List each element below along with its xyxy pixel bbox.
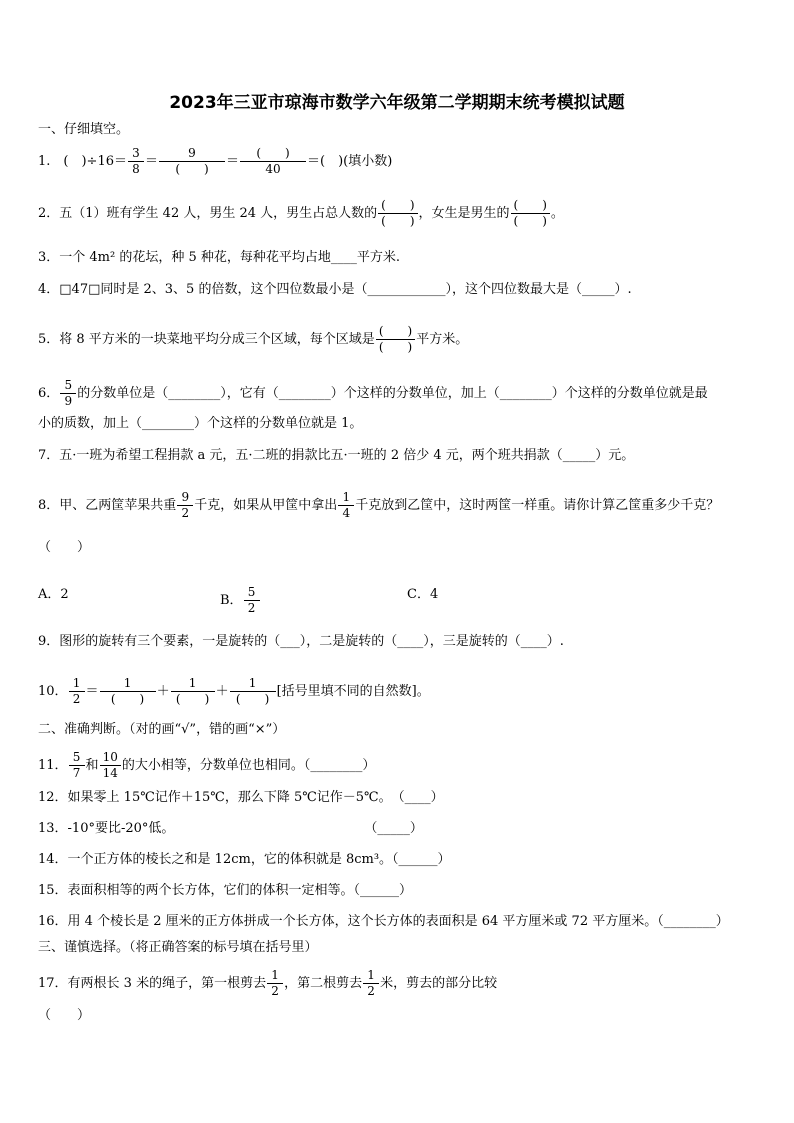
q8-answer-paren: （ ） [38,540,91,555]
q13-answer: （_____） [364,821,423,836]
question-13: 13．-10°要比-20°低。 （_____） [38,821,423,836]
q8-fraction-2: $\frac{1}{4}$ [338,490,354,521]
section-2-heading: 二、准确判断。（对的画“√”，错的画“×”） [38,722,286,737]
question-5: 5．将 8 平方米的一块菜地平均分成三个区域，每个区域是 $\frac{( )}{( )}$ 平方米。 [38,324,469,354]
page-title: 2023年三亚市琼海市数学六年级第二学期期末统考模拟试题 [169,93,625,113]
q11-fraction-1: $\frac{5}{7}$ [69,750,85,781]
question-6: 6． $\frac{5}{9}$ 的分数单位是（________），它有（________）个这样的分数单位，加上（________）个这样的分数单位就是最 [38,378,708,408]
question-8: 8．甲、乙两筐苹果共重 $\frac{9}{2}$ 千克，如果从甲筐中拿出 $\frac{1}{4}$ 千克放到乙筐中，这时两筐一样重。请你计算乙筐重多少千克？ [38,490,720,520]
q2-fraction-1: $\frac{( )}{( )}$ [378,198,417,229]
question-14: 14．一个正方体的棱长之和是 12cm，它的体积就是 8cm³。（______） [38,852,451,867]
q1-fraction-2: $\frac{9}{( )}$ [159,146,225,177]
question-7: 7．五·一班为希望工程捐款 a 元，五·二班的捐款比五·一班的 2 倍少 4 元，两个班共捐款（_____）元。 [38,448,635,463]
q17-answer-paren: （ ） [38,1008,91,1023]
q2-fraction-2: $\frac{( )}{( )}$ [511,198,550,229]
q8-option-b: B． $\frac{5}{2}$ [220,585,261,616]
section-3-heading: 三、谨慎选择。（将正确答案的标号填在括号里） [38,940,318,955]
q10-fraction-2: $\frac{1}{( )}$ [171,676,215,707]
q17-fraction-2: $\frac{1}{2}$ [363,968,379,999]
q1-lead: 1. ( )÷16＝ [38,154,127,169]
question-15: 15．表面积相等的两个长方体，它们的体积一定相等。（______） [38,883,413,898]
q10-fraction-1: $\frac{1}{( )}$ [100,676,156,707]
q10-fraction-3: $\frac{1}{( )}$ [230,676,276,707]
question-16: 16．用 4 个棱长是 2 厘米的正方体拼成一个长方体，这个长方体的表面积是 64 平方厘米或 72 平方厘米。（________） [38,914,729,929]
question-3: 3．一个 4m² 的花坛，种 5 种花，每种花平均占地____平方米. [38,250,401,265]
question-6-cont: 小的质数，加上（________）个这样的分数单位就是 1。 [38,416,363,431]
q6-fraction: $\frac{5}{9}$ [60,378,76,409]
q8-option-c: C．4 [407,587,439,602]
q1-tail: ＝( )(填小数) [307,154,393,169]
question-11: 11． $\frac{5}{7}$ 和 $\frac{10}{14}$ 的大小相等，分数单位也相同。（________） [38,750,376,780]
question-4: 4．□47□同时是 2、3、5 的倍数，这个四位数最小是（____________），这个四位数最大是（_____）. [38,282,632,297]
q1-fraction-1: $\frac{3}{8}$ [128,146,144,177]
question-17: 17．有两根长 3 米的绳子，第一根剪去 $\frac{1}{2}$ ，第二根剪去 $\frac{1}{2}$ 米，剪去的部分比较 [38,968,498,998]
q10-fraction-0: $\frac{1}{2}$ [69,676,85,707]
q11-fraction-2: $\frac{10}{14}$ [100,750,121,781]
q17-fraction-1: $\frac{1}{2}$ [267,968,283,999]
question-10: 10． $\frac{1}{2}$ ＝ $\frac{1}{( )}$ ＋ $\frac{1}{( )}$ ＋ $\frac{1}{( )}$ [括号里填不同的自然数]。 [38,676,430,706]
section-1-heading: 一、仔细填空。 [38,122,130,137]
q1-fraction-3: $\frac{( )}{40}$ [240,146,306,177]
question-2: 2．五（1）班有学生 42 人，男生 24 人，男生占总人数的 $\frac{( )}{( )}$ ，女生是男生的 $\frac{( )}{( )}$ 。 [38,198,564,228]
q8-option-b-fraction: $\frac{5}{2}$ [244,585,260,616]
question-1: 1. ( )÷16＝ $\frac{3}{8}$ ＝ $\frac{9}{( )}$ ＝ $\frac{( )}{40}$ ＝( )(填小数) [38,146,393,176]
q5-fraction: $\frac{( )}{( )}$ [376,324,415,355]
q8-option-a: A．2 [38,587,69,602]
question-12: 12．如果零上 15℃记作＋15℃，那么下降 5℃记作－5℃。 （____） [38,790,444,805]
question-9: 9．图形的旋转有三个要素，一是旋转的（___），二是旋转的（____），三是旋转的（____）. [38,634,564,649]
q8-fraction-1: $\frac{9}{2}$ [177,490,193,521]
